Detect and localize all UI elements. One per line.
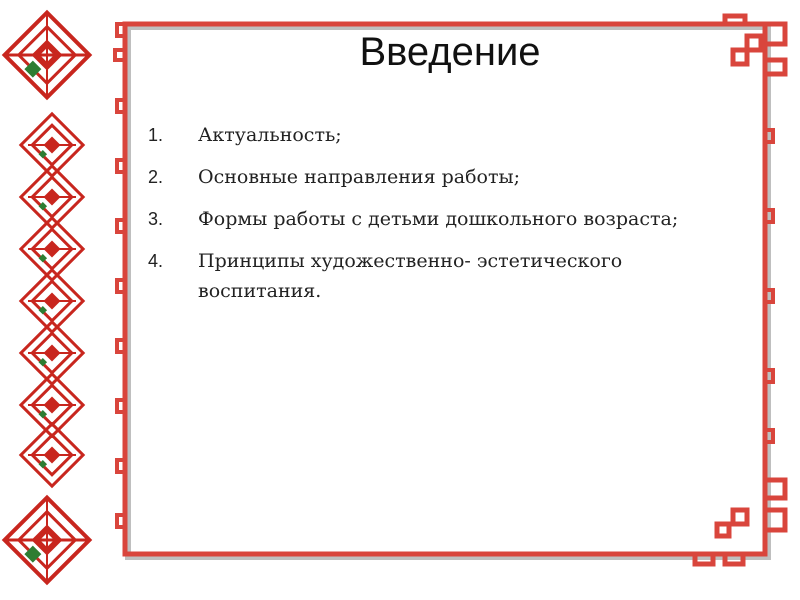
list-item-text: Принципы художественно- эстетического воспитания. bbox=[198, 250, 623, 302]
folk-ornament-icon bbox=[0, 0, 95, 600]
list-item bbox=[148, 246, 748, 306]
list-item-text: Основные направления работы; bbox=[198, 166, 520, 188]
list-item-number: 3. bbox=[148, 209, 164, 229]
agenda-list bbox=[148, 120, 748, 318]
list-item-text: Формы работы с детьми дошкольного возраста; bbox=[198, 208, 679, 230]
list-item-number: 4. bbox=[148, 251, 164, 271]
list-item bbox=[148, 204, 748, 234]
slide-title: Введение bbox=[359, 30, 541, 74]
list-item-number: 1. bbox=[148, 125, 164, 145]
ornament-column bbox=[0, 0, 95, 600]
list-item-number: 2. bbox=[148, 167, 164, 187]
list-item bbox=[148, 120, 748, 150]
list-item bbox=[148, 162, 748, 192]
list-item-text: Актуальность; bbox=[198, 124, 342, 146]
